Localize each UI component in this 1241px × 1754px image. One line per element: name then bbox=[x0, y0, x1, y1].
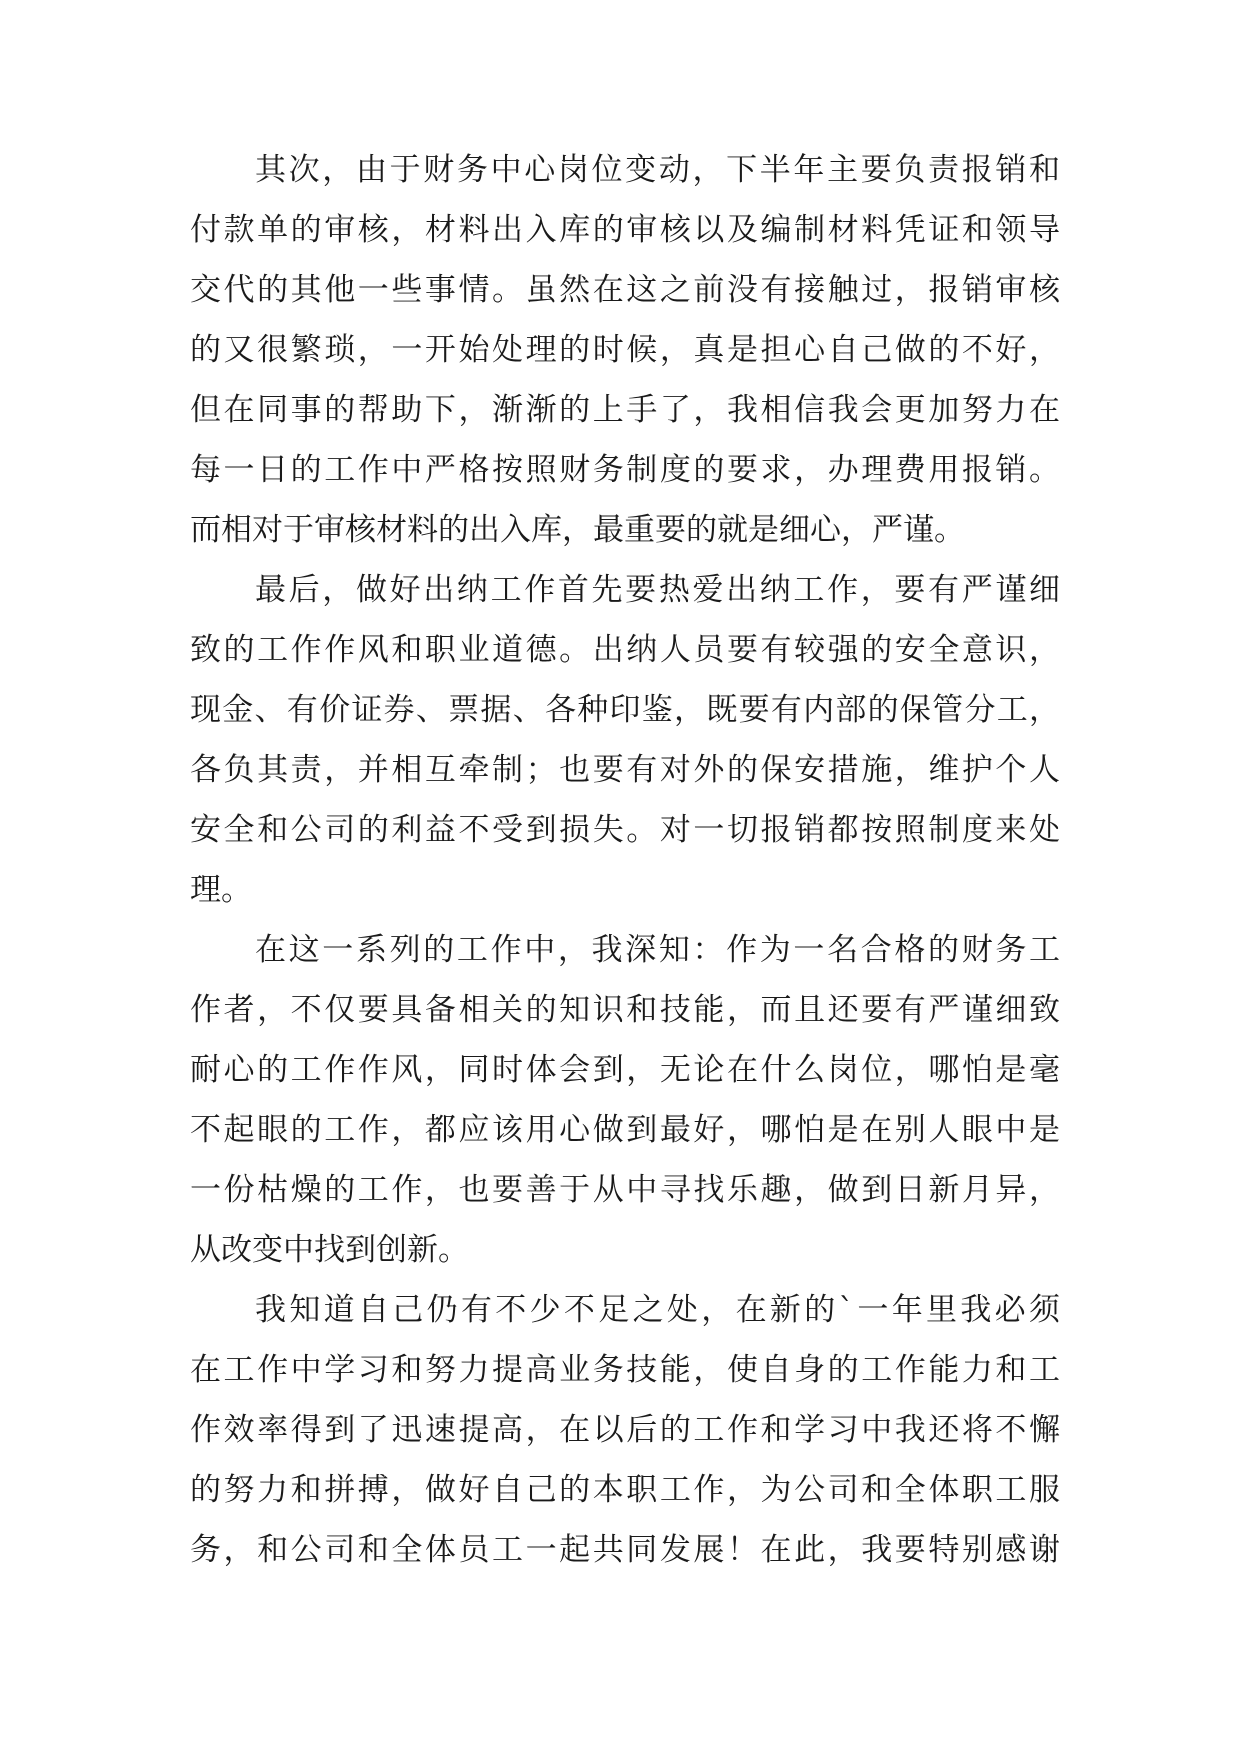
paragraph-2-line-2: 致的工作作风和职业道德。出纳人员要有较强的安全意识， bbox=[190, 632, 1060, 668]
paragraph-3-line-2: 作者，不仅要具备相关的知识和技能，而且还要有严谨细致 bbox=[190, 992, 1060, 1028]
paragraph-1-line-7: 而相对于审核材料的出入库，最重要的就是细心，严谨。 bbox=[190, 512, 965, 548]
paragraph-4-line-3: 作效率得到了迅速提高，在以后的工作和学习中我还将不懈 bbox=[190, 1412, 1060, 1448]
paragraph-1-line-6: 每一日的工作中严格按照财务制度的要求，办理费用报销。 bbox=[190, 452, 1060, 488]
paragraph-1-line-3: 交代的其他一些事情。虽然在这之前没有接触过，报销审核 bbox=[190, 272, 1060, 308]
paragraph-2-line-5: 安全和公司的利益不受到损失。对一切报销都按照制度来处 bbox=[190, 812, 1060, 848]
paragraph-4-line-4: 的努力和拼搏，做好自己的本职工作，为公司和全体职工服 bbox=[190, 1472, 1060, 1508]
paragraph-4-line-1: 我知道自己仍有不少不足之处，在新的`一年里我必须 bbox=[255, 1292, 1060, 1328]
paragraph-2-line-4: 各负其责，并相互牵制；也要有对外的保安措施，维护个人 bbox=[190, 752, 1060, 788]
paragraph-4-line-2: 在工作中学习和努力提高业务技能，使自身的工作能力和工 bbox=[190, 1352, 1060, 1388]
paragraph-3-line-3: 耐心的工作作风，同时体会到，无论在什么岗位，哪怕是毫 bbox=[190, 1052, 1060, 1088]
paragraph-1-line-5: 但在同事的帮助下，渐渐的上手了，我相信我会更加努力在 bbox=[190, 392, 1060, 428]
paragraph-3-line-1: 在这一系列的工作中，我深知：作为一名合格的财务工 bbox=[255, 932, 1060, 968]
paragraph-1-line-4: 的又很繁琐，一开始处理的时候，真是担心自己做的不好， bbox=[190, 332, 1060, 368]
paragraph-1-line-2: 付款单的审核，材料出入库的审核以及编制材料凭证和领导 bbox=[190, 212, 1060, 248]
paragraph-3-line-6: 从改变中找到创新。 bbox=[190, 1232, 469, 1268]
paragraph-2-line-3: 现金、有价证券、票据、各种印鉴，既要有内部的保管分工， bbox=[190, 692, 1060, 728]
paragraph-3-line-4: 不起眼的工作，都应该用心做到最好，哪怕是在别人眼中是 bbox=[190, 1112, 1060, 1148]
paragraph-1-line-1: 其次，由于财务中心岗位变动，下半年主要负责报销和 bbox=[255, 152, 1060, 188]
paragraph-2-line-1: 最后，做好出纳工作首先要热爱出纳工作，要有严谨细 bbox=[255, 572, 1060, 608]
paragraph-4-line-5: 务，和公司和全体员工一起共同发展！在此，我要特别感谢 bbox=[190, 1532, 1060, 1568]
paragraph-3-line-5: 一份枯燥的工作，也要善于从中寻找乐趣，做到日新月异， bbox=[190, 1172, 1060, 1208]
paragraph-2-line-6: 理。 bbox=[190, 872, 252, 908]
